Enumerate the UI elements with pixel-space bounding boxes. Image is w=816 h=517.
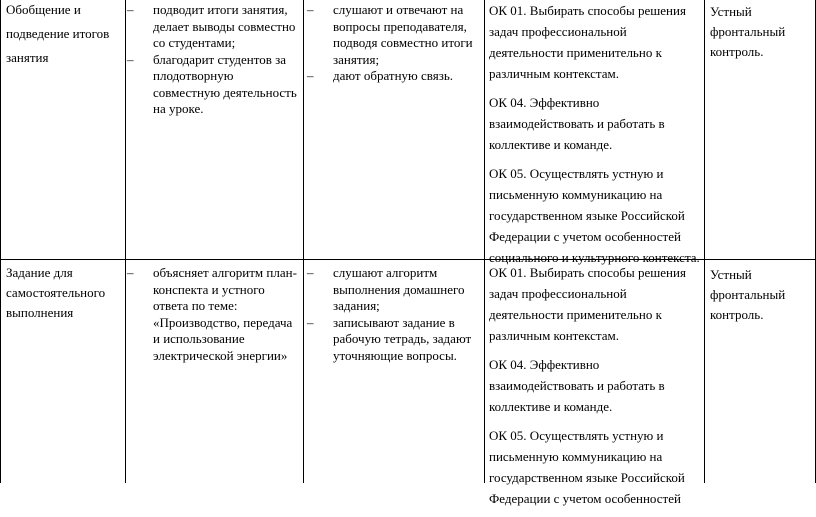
- table-border-left: [0, 0, 1, 483]
- dash-bullet: –: [307, 68, 314, 83]
- teacher-activity-cell: [127, 265, 299, 364]
- list-item-text: подводит итоги занятия, делает выводы совместно со студентами;: [153, 2, 296, 50]
- list-item: [307, 315, 479, 365]
- list-item: [307, 68, 479, 85]
- competencies-cell: [489, 0, 701, 276]
- control-cell: [710, 2, 808, 62]
- control-text: Устный фронтальный контроль.: [710, 267, 786, 322]
- competency-item: ОК 04. Эффективно взаимодействовать и работать в коллективе и команде.: [489, 95, 665, 152]
- list-item-text: объясняет алгоритм план-конспекта и устного ответа по теме: «Производство, передача и использование электрической энергии»: [153, 265, 297, 363]
- dash-bullet: –: [127, 2, 134, 17]
- list-item: [127, 2, 299, 52]
- list-item: [127, 265, 299, 364]
- stage-line: Обобщение и: [6, 2, 81, 17]
- competency-item: ОК 01. Выбирать способы решения задач профессиональной деятельности применительно к различным контекстам.: [489, 3, 686, 81]
- teacher-activity-cell: [127, 2, 299, 118]
- dash-bullet: –: [127, 51, 134, 67]
- dash-bullet: –: [307, 314, 314, 330]
- column-divider: [484, 0, 485, 483]
- competency-item: ОК 05. Осуществлять устную и письменную коммуникацию на государственном языке Российской Федерации с учетом особенностей социального и культурного контекста.: [489, 166, 700, 265]
- list-item: [307, 265, 479, 315]
- student-activity-cell: [307, 265, 479, 364]
- student-activity-cell: [307, 2, 479, 85]
- stage-cell: [6, 263, 122, 323]
- control-text: Устный фронтальный контроль.: [710, 4, 786, 59]
- stage-cell: [6, 0, 122, 70]
- stage-line: занятия: [6, 50, 49, 65]
- list-item-text: дают обратную связь.: [333, 68, 454, 83]
- list-item: [307, 2, 479, 68]
- dash-bullet: –: [307, 265, 314, 280]
- stage-line: выполнения: [6, 305, 74, 320]
- competency-item: ОК 01. Выбирать способы решения задач профессиональной деятельности применительно к различным контекстам.: [489, 265, 686, 343]
- stage-line: Задание для: [6, 265, 73, 280]
- control-cell: [710, 265, 808, 325]
- column-divider: [125, 0, 126, 483]
- list-item-text: благодарит студентов за плодотворную совместную деятельность на уроке.: [153, 51, 297, 116]
- stage-line: самостоятельного: [6, 285, 106, 300]
- list-item-text: слушают и отвечают на вопросы преподавателя, подводя совместно итоги занятия;: [333, 2, 473, 67]
- list-item-text: записывают задание в рабочую тетрадь, задают уточняющие вопросы.: [333, 314, 472, 363]
- list-item-text: слушают алгоритм выполнения домашнего задания;: [333, 265, 465, 313]
- list-item: [127, 52, 299, 118]
- competency-item: ОК 04. Эффективно взаимодействовать и работать в коллективе и команде.: [489, 357, 665, 414]
- column-divider: [704, 0, 705, 483]
- column-divider: [303, 0, 304, 483]
- stage-line: подведение итогов: [6, 26, 110, 41]
- competency-item: ОК 05. Осуществлять устную и письменную коммуникацию на государственном языке Российской Федерации с учетом особенностей: [489, 428, 685, 506]
- dash-bullet: –: [307, 2, 314, 17]
- dash-bullet: –: [127, 265, 134, 280]
- competencies-cell: [489, 262, 701, 517]
